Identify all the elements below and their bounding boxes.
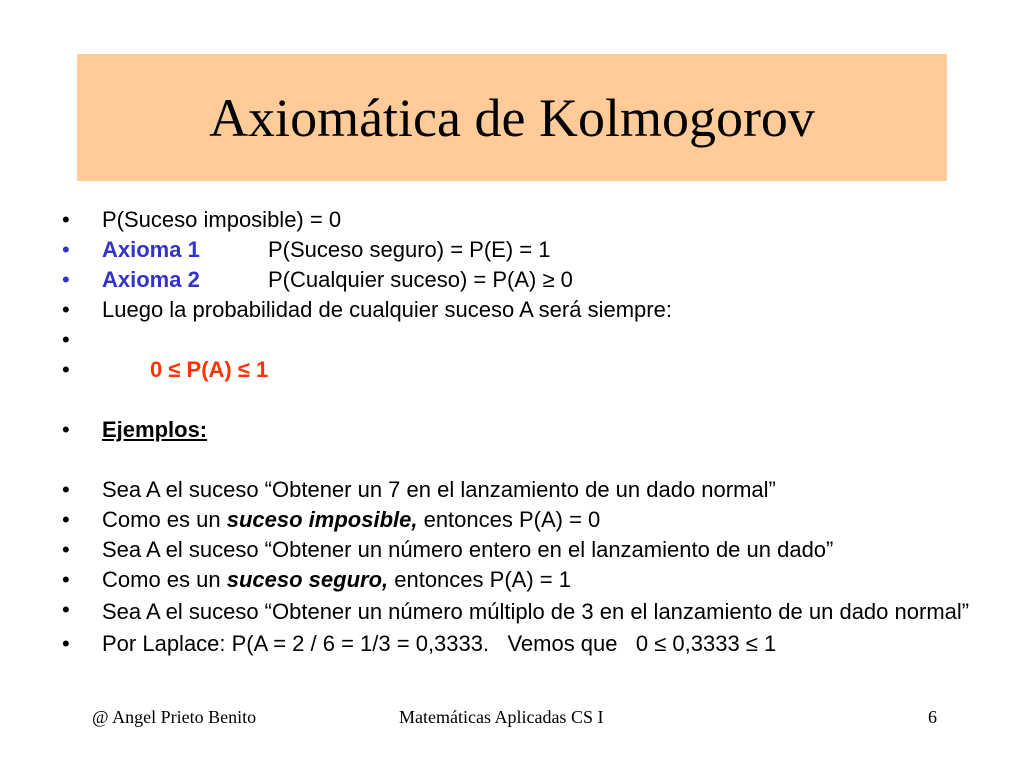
bullet-icon: •: [62, 567, 70, 592]
list-item: [62, 265, 972, 295]
bullet-icon: •: [62, 297, 70, 322]
bullet-list: [62, 205, 972, 659]
page-number: 6: [928, 707, 937, 727]
bullet-icon: •: [62, 631, 70, 656]
item-text: P(Cualquier suceso) = P(A) ≥ 0: [268, 267, 573, 292]
bullet-icon: •: [62, 477, 70, 502]
inequality-text: 0 ≤ P(A) ≤ 1: [150, 357, 269, 382]
list-item: [62, 565, 972, 595]
list-item: [62, 355, 972, 385]
item-text: Sea A el suceso “Obtener un 7 en el lanzamiento de un dado normal”: [102, 477, 776, 502]
item-emphasis: suceso imposible,: [226, 507, 418, 532]
spacer: [62, 445, 972, 475]
list-item: [62, 205, 972, 235]
item-emphasis: suceso seguro,: [226, 567, 389, 592]
item-text: P(Suceso seguro) = P(E) = 1: [268, 237, 551, 262]
bullet-icon: •: [62, 327, 70, 352]
footer-course: Matemáticas Aplicadas CS I: [399, 707, 604, 727]
list-item: [62, 595, 972, 629]
item-text: entonces P(A) = 1: [388, 567, 571, 592]
item-text: Como es un: [102, 567, 227, 592]
list-item: [62, 295, 972, 325]
bullet-icon: •: [62, 417, 70, 442]
list-item-empty: [62, 325, 972, 355]
list-item: [62, 235, 972, 265]
ejemplos-heading: Ejemplos:: [102, 417, 208, 442]
bullet-icon: •: [62, 507, 70, 532]
item-text: P(Suceso imposible) = 0: [102, 207, 342, 232]
item-text: Luego la probabilidad de cualquier suceso A será siempre:: [102, 297, 672, 322]
bullet-icon: •: [62, 267, 70, 292]
item-text: Sea A el suceso “Obtener un número múltiplo de 3 en el lanzamiento de un dado normal”: [102, 599, 970, 624]
bullet-icon: •: [62, 537, 70, 562]
bullet-icon: •: [62, 597, 70, 622]
footer-author: @ Angel Prieto Benito: [92, 707, 257, 727]
list-item: [62, 475, 972, 505]
spacer: [62, 385, 972, 415]
list-item: [62, 505, 972, 535]
list-item: [62, 415, 972, 445]
list-item: [62, 535, 972, 565]
axiom-label: Axioma 1: [102, 237, 200, 262]
title-banner: [77, 54, 947, 181]
bullet-icon: •: [62, 207, 70, 232]
bullet-icon: •: [62, 357, 70, 382]
bullet-icon: •: [62, 237, 70, 262]
axiom-label: Axioma 2: [102, 267, 200, 292]
item-text: Como es un: [102, 507, 227, 532]
item-text: entonces P(A) = 0: [417, 507, 601, 532]
list-item: [62, 629, 972, 659]
slide-title: Axiomática de Kolmogorov: [209, 87, 815, 148]
item-text: Sea A el suceso “Obtener un número entero en el lanzamiento de un dado”: [102, 537, 834, 562]
item-text: Por Laplace: P(A = 2 / 6 = 1/3 = 0,3333. Vemos que 0 ≤ 0,3333 ≤ 1: [102, 631, 777, 656]
